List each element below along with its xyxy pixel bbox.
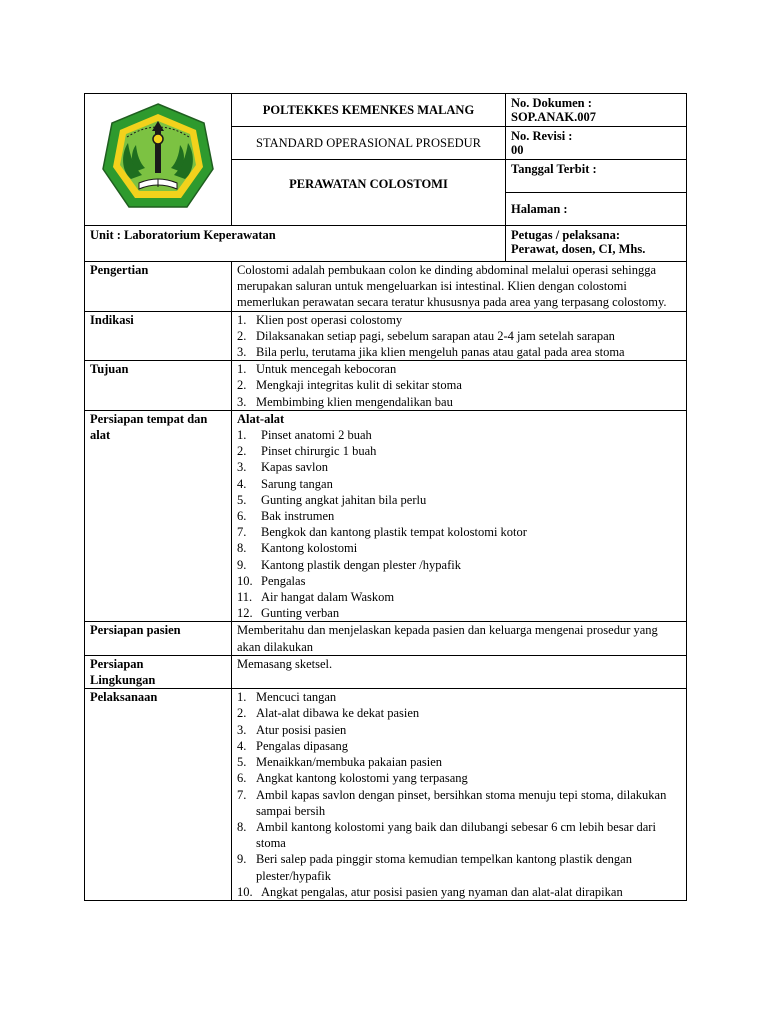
tujuan-content: [232, 361, 687, 411]
alat-subheading: Alat-alat: [237, 411, 285, 426]
tujuan-list: [237, 361, 681, 410]
unit-label: Unit : Laboratorium Keperawatan: [85, 226, 506, 262]
list-item: 1. Klien post operasi colostomy: [237, 312, 403, 327]
list-item: 8. Ambil kantong kolostomi yang baik dan dilubangi sebesar 6 cm lebih besar dari stoma: [237, 819, 656, 851]
header-table: [84, 93, 687, 262]
doc-number-value: SOP.ANAK.007: [511, 110, 596, 124]
indikasi-content: [232, 311, 687, 361]
pelaksanaan-content: [232, 689, 687, 901]
doc-number-label: No. Dokumen :: [511, 96, 592, 110]
list-item: 9. Kantong plastik dengan plester /hypafik: [237, 557, 461, 572]
list-item: 9. Beri salep pada pinggir stoma kemudian tempelkan kantong plastik dengan plester/hypafik: [237, 852, 632, 883]
list-item: 12. Gunting verban: [237, 606, 340, 621]
persiapan-lingkungan-text: Memasang sketsel.: [232, 655, 687, 688]
document-title: PERAWATAN COLOSTOMI: [232, 160, 506, 226]
list-item: 2. Mengkaji integritas kulit di sekitar stoma: [237, 378, 462, 393]
revision-cell: [506, 127, 687, 160]
pelaksanaan-list: [237, 689, 681, 900]
list-item: 3. Bila perlu, terutama jika klien mengeluh panas atau gatal pada area stoma: [237, 345, 625, 360]
list-item: 1. Mencuci tangan: [237, 690, 337, 705]
page-label: Halaman :: [506, 193, 687, 226]
logo-cell: [85, 94, 232, 226]
list-item: 2. Alat-alat dibawa ke dekat pasien: [237, 706, 420, 721]
list-item: 10. Pengalas: [237, 573, 306, 588]
list-item: 1. Pinset anatomi 2 buah: [237, 428, 372, 443]
institution-name: POLTEKKES KEMENKES MALANG: [232, 94, 506, 127]
list-item: 5. Gunting angkat jahitan bila perlu: [237, 492, 427, 507]
alat-list: [237, 427, 681, 621]
revision-value: 00: [511, 143, 524, 157]
poltekkes-logo: [97, 101, 219, 215]
list-item: 2. Pinset chirurgic 1 buah: [237, 444, 377, 459]
list-item: 3. Membimbing klien mengendalikan bau: [237, 394, 453, 409]
indikasi-list: [237, 312, 681, 361]
list-item: 5. Menaikkan/membuka pakaian pasien: [237, 755, 443, 770]
list-item: 2. Dilaksanakan setiap pagi, sebelum sarapan atau 2-4 jam setelah sarapan: [237, 328, 615, 343]
list-item: 4. Sarung tangan: [237, 476, 333, 491]
tujuan-label: Tujuan: [85, 361, 232, 411]
list-item: 4. Pengalas dipasang: [237, 738, 348, 753]
persiapan-alat-label: Persiapan tempat dan alat: [85, 410, 232, 622]
persiapan-pasien-label: Persiapan pasien: [85, 622, 232, 655]
list-item: 11. Air hangat dalam Waskom: [237, 590, 395, 605]
list-item: 7. Ambil kapas savlon dengan pinset, bersihkan stoma menuju tepi stoma, dilakukan sampai bersih: [237, 787, 667, 818]
indikasi-label: Indikasi: [85, 311, 232, 361]
procedure-table: [84, 261, 687, 901]
list-item: 1. Untuk mencegah kebocoran: [237, 362, 397, 377]
persiapan-alat-content: [232, 410, 687, 622]
pengertian-text: Colostomi adalah pembukaan colon ke dinding abdominal melalui operasi sehingga merupakan saluran untuk mengeluarkan isi intestinal. Klien dengan colostomi memerlukan perawatan secara teratur khususnya pada area yang terpasang colostomy.: [232, 262, 687, 312]
persiapan-pasien-text: Memberitahu dan menjelaskan kepada pasien dan keluarga mengenai prosedur yang akan dilakukan: [232, 622, 687, 655]
persiapan-lingkungan-label: Persiapan Lingkungan: [85, 655, 232, 688]
revision-label: No. Revisi :: [511, 129, 573, 143]
list-item: 6. Angkat kantong kolostomi yang terpasang: [237, 771, 468, 786]
pelaksanaan-label: Pelaksanaan: [85, 689, 232, 901]
issue-date-label: Tanggal Terbit :: [506, 160, 687, 193]
staff-cell: [506, 226, 687, 262]
list-item: 8. Kantong kolostomi: [237, 541, 358, 556]
doc-number-cell: [506, 94, 687, 127]
doc-type: STANDARD OPERASIONAL PROSEDUR: [232, 127, 506, 160]
staff-value: Perawat, dosen, CI, Mhs.: [511, 242, 646, 256]
list-item: 7. Bengkok dan kantong plastik tempat kolostomi kotor: [237, 525, 527, 540]
list-item: 6. Bak instrumen: [237, 509, 335, 524]
list-item: 3. Kapas savlon: [237, 460, 328, 475]
list-item: 10. Angkat pengalas, atur posisi pasien yang nyaman dan alat-alat dirapikan: [237, 884, 623, 899]
pengertian-label: Pengertian: [85, 262, 232, 312]
staff-label: Petugas / pelaksana:: [511, 228, 621, 242]
list-item: 3. Atur posisi pasien: [237, 722, 347, 737]
